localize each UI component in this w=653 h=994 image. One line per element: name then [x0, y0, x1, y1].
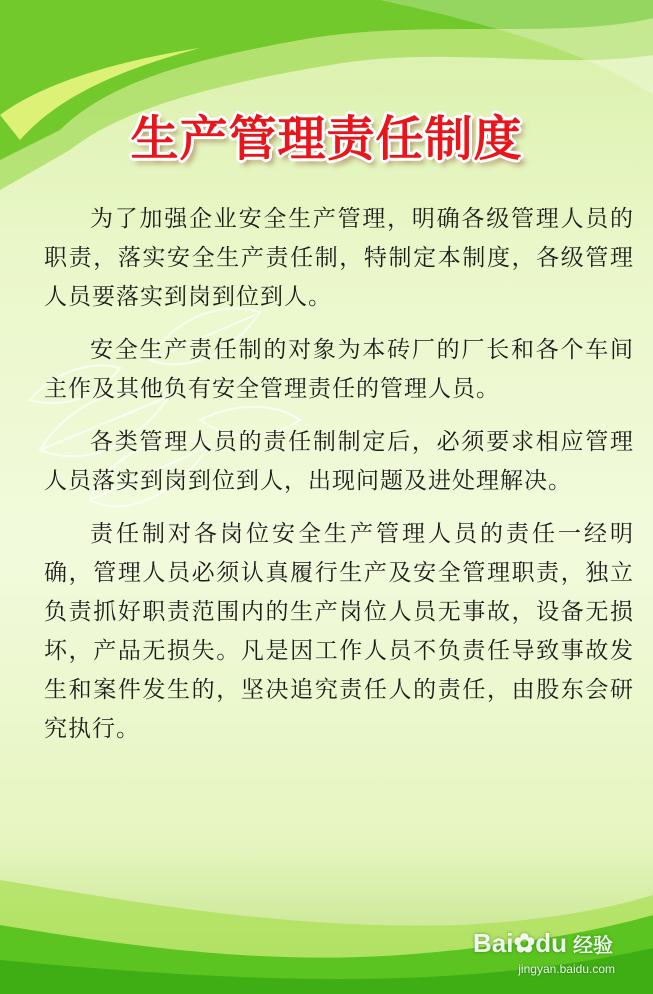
watermark-du: du: [535, 928, 567, 958]
watermark-cn: 经验: [573, 935, 613, 957]
paragraph-accountability: 责任制对各岗位安全生产管理人员的责任一经明确，管理人员必须认真履行生产及安全管理职责，独立负责抓好职责范围内的生产岗位人员无事故，设备无损坏，产品无损失。凡是因工作人员不负责任导致事故发生和案件发生的，坚决追究责任人的责任，由股东会研究执行。: [44, 521, 634, 742]
baidu-watermark-logo: [473, 928, 613, 959]
watermark-bai: Bai: [472, 928, 514, 958]
poster-body: [44, 200, 634, 763]
poster-title: 生产管理责任制度: [130, 111, 523, 167]
paragraph-implementation: 各类管理人员的责任制制定后，必须要求相应管理人员落实到岗到位到人，出现问题及进处理解决。: [44, 429, 634, 494]
paragraph-scope: 安全生产责任制的对象为本砖厂的厂长和各个车间主作及其他负有安全管理责任的管理人员。: [44, 337, 634, 402]
paragraph-purpose: 为了加强企业安全生产管理，明确各级管理人员的职责，落实安全生产责任制，特制定本制度，各级管理人员要落实到岗到位到人。: [44, 206, 634, 310]
watermark-url: jingyan.baidu.com: [518, 962, 615, 976]
paw-icon: ✿: [513, 928, 536, 958]
